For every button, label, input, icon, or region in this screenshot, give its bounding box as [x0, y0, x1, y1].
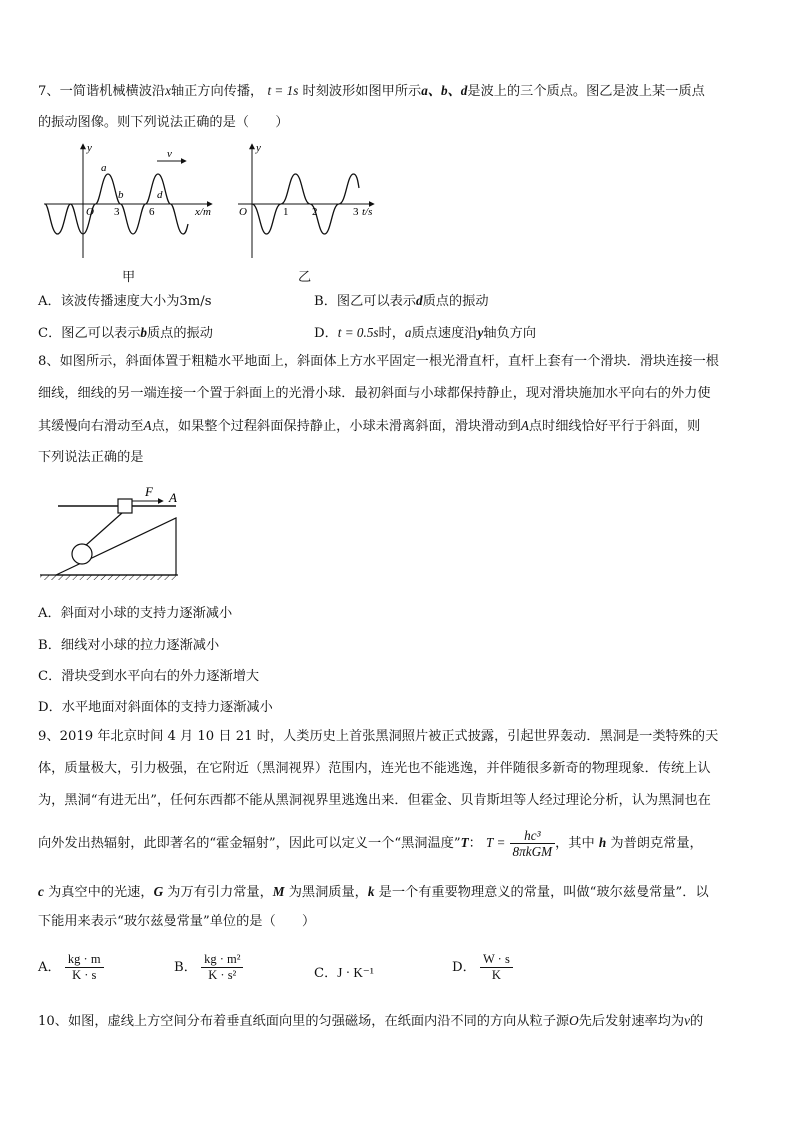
q9-var-t: T	[460, 835, 469, 850]
q9-text: 是一个有重要物理意义的常量，叫做“玻尔兹曼常量”．以	[378, 885, 709, 900]
q9-line3: 为，黑洞“有进无出”，任何东西都不能从黑洞视界里逃逸出来．但霍金、贝肯斯坦等人经过理论分析，认为黑洞也在	[38, 793, 711, 808]
q9-option-a-den: K · s	[72, 968, 97, 982]
q8-point-a: A	[520, 418, 529, 433]
q9-line1: 9、2019 年北京时间 4 月 10 日 21 时，人类历史上首张黑洞照片被正式披露，引起世界轰动．黑洞是一类特殊的天	[38, 729, 719, 744]
label-a: a	[101, 162, 107, 174]
q8-option-d: D．水平地面对斜面体的支持力逐渐减小	[38, 700, 273, 715]
vibration-figure-yi	[236, 140, 396, 265]
caption-yi: 乙	[298, 270, 312, 285]
q10-var-v: v	[684, 1013, 690, 1028]
q8-option-c: C．滑块受到水平向右的外力逐渐增大	[38, 669, 260, 684]
label-x-unit: x/m	[195, 206, 211, 218]
q9-option-c-value: J · K⁻¹	[337, 965, 374, 980]
label-a: A	[169, 490, 177, 505]
q9-option-b-label: B．	[174, 960, 197, 975]
q7-option-c	[38, 322, 213, 341]
q9-line4	[38, 826, 703, 861]
q9-var-k: k	[367, 884, 375, 899]
q7-line1	[38, 82, 705, 101]
ball	[72, 544, 92, 564]
q9-option-c-label: C．	[314, 966, 338, 981]
q10-text: 的	[689, 1014, 704, 1029]
formula-denominator: 8πkGM	[512, 844, 553, 859]
q9-option-a-fraction	[65, 952, 104, 983]
q10-text: 先后发射速率均为	[578, 1014, 685, 1029]
q10-var-o: O	[569, 1013, 579, 1028]
label-t-unit: t/s	[362, 206, 373, 218]
q7-option-d	[314, 322, 536, 341]
label-d: d	[157, 189, 163, 201]
q7-points: a、b、d	[421, 83, 468, 98]
q7-option-b-point: d	[416, 293, 423, 308]
q7-option-c-text: C．图乙可以表示	[38, 326, 141, 341]
q9-option-d	[452, 952, 513, 983]
q7-option-d-text3: 轴负方向	[483, 326, 537, 341]
formula-fraction	[510, 828, 556, 859]
q7-option-b	[314, 290, 489, 309]
q8-line2: 细线，细线的另一端连接一个置于斜面上的光滑小球．最初斜面与小球都保持静止，现对滑块施加水平向右的外力使	[38, 386, 711, 401]
q9-option-b-den: K · s²	[208, 968, 237, 982]
q9-option-a	[38, 952, 104, 983]
q9-var-m: M	[272, 884, 285, 899]
q7-time: t = 1s	[267, 83, 299, 98]
q9-var-g: G	[153, 884, 164, 899]
tick-2: 2	[312, 206, 318, 218]
q9-option-a-num: kg · m	[65, 952, 104, 968]
q7-text: 轴正方向传播，	[170, 84, 264, 99]
tick-3: 3	[353, 206, 359, 218]
incline-figure	[38, 480, 198, 585]
tick-3: 3	[114, 206, 120, 218]
q8-option-a: A．斜面对小球的支持力逐渐减小	[38, 606, 233, 621]
q9-option-d-num: W · s	[480, 952, 513, 968]
q7-text: 是波上的三个质点。图乙是波上某一质点	[467, 84, 705, 99]
q7-option-b-text: B．图乙可以表示	[314, 294, 417, 309]
slider	[118, 499, 132, 513]
q9-text: 向外发出热辐射，此即著名的“霍金辐射”，因此可以定义一个“黑洞温度”	[38, 836, 461, 851]
q9-option-d-label: D．	[452, 960, 476, 975]
q9-option-b-num: kg · m²	[201, 952, 243, 968]
label-y: y	[87, 142, 92, 154]
q7-option-d-time: t = 0.5s	[337, 325, 379, 340]
label-y: y	[256, 142, 261, 154]
q9-text: 为万有引力常量，	[167, 885, 273, 900]
q10-text: 10、如图，虚线上方空间分布着垂直纸面向里的匀强磁场，在纸面内沿不同的方向从粒子源	[38, 1014, 570, 1029]
q7-option-c-text2: 质点的振动	[147, 326, 213, 341]
q10-line1	[38, 1012, 703, 1031]
q9-text: 为真空中的光速，	[48, 885, 154, 900]
q7-option-a: A．该波传播速度大小为3m/s	[38, 294, 212, 309]
q7-text: 一简谐机械横波沿	[59, 84, 166, 99]
q9-option-b-fraction	[201, 952, 243, 983]
q9-text: ，其中	[555, 836, 595, 851]
formula-numerator: hc³	[510, 828, 556, 844]
q9-option-c	[314, 962, 374, 981]
incline	[56, 518, 176, 575]
q8-line3	[38, 417, 700, 436]
label-b: b	[118, 189, 124, 201]
caption-jia: 甲	[122, 270, 136, 285]
q9-text: 为普朗克常量，	[610, 836, 703, 851]
q8-text: 点，如果整个过程斜面保持静止，小球未滑离斜面，滑块滑动到	[151, 419, 521, 434]
q9-option-d-den: K	[491, 968, 501, 982]
q7-option-b-text2: 质点的振动	[422, 294, 489, 309]
q9-colon: ：	[468, 836, 482, 851]
q9-option-b	[174, 952, 243, 983]
q8-option-b: B．细线对小球的拉力逐渐减小	[38, 638, 220, 653]
q8-point-a: A	[143, 418, 152, 433]
q9-line5	[38, 883, 709, 902]
formula-lhs: T =	[486, 835, 506, 850]
q8-text: 点时细线恰好平行于斜面，则	[528, 419, 701, 434]
q9-var-h: h	[598, 835, 607, 850]
q9-line2: 体，质量极大，引力极强，在它附近（黑洞视界）范围内，连光也不能逃逸，并伴随很多新奇的物理现象．传统上认	[38, 761, 711, 776]
q7-option-d-point: a	[404, 325, 412, 340]
label-f: F	[145, 484, 153, 499]
q7-option-d-axis: y	[477, 325, 484, 340]
q9-var-c: c	[38, 884, 44, 899]
tick-1: 1	[283, 206, 289, 218]
label-origin: O	[86, 206, 94, 218]
q7-option-d-label: D．	[314, 326, 338, 341]
q8-text: 其缓慢向右滑动至	[38, 419, 144, 434]
label-origin: O	[239, 206, 247, 218]
wave-figure-jia	[40, 140, 220, 265]
q8-line1: 8、如图所示，斜面体置于粗糙水平地面上，斜面体上方水平固定一根光滑直杆，直杆上套有一个滑块．滑块连接一根	[38, 354, 719, 369]
q8-line4: 下列说法正确的是	[38, 450, 144, 465]
q9-option-a-label: A．	[38, 960, 61, 975]
tick-6: 6	[149, 206, 155, 218]
q7-text: 时刻波形如图甲所示	[302, 84, 422, 99]
q7-axis-x: x	[165, 83, 171, 98]
ground-hatch	[40, 575, 178, 580]
label-v: v	[167, 148, 172, 160]
q7-option-d-text: 时，	[378, 326, 405, 341]
q9-option-d-fraction	[480, 952, 513, 983]
q7-option-d-text2: 质点速度沿	[411, 326, 478, 341]
q7-line2: 的振动图像。则下列说法正确的是（ ）	[38, 115, 289, 130]
q7-option-c-point: b	[140, 325, 147, 340]
q9-line6: 下能用来表示“玻尔兹曼常量”单位的是（ ）	[38, 914, 316, 929]
q7-number: 7、	[38, 84, 60, 99]
q9-text: 为黑洞质量，	[288, 885, 368, 900]
string	[85, 513, 122, 546]
